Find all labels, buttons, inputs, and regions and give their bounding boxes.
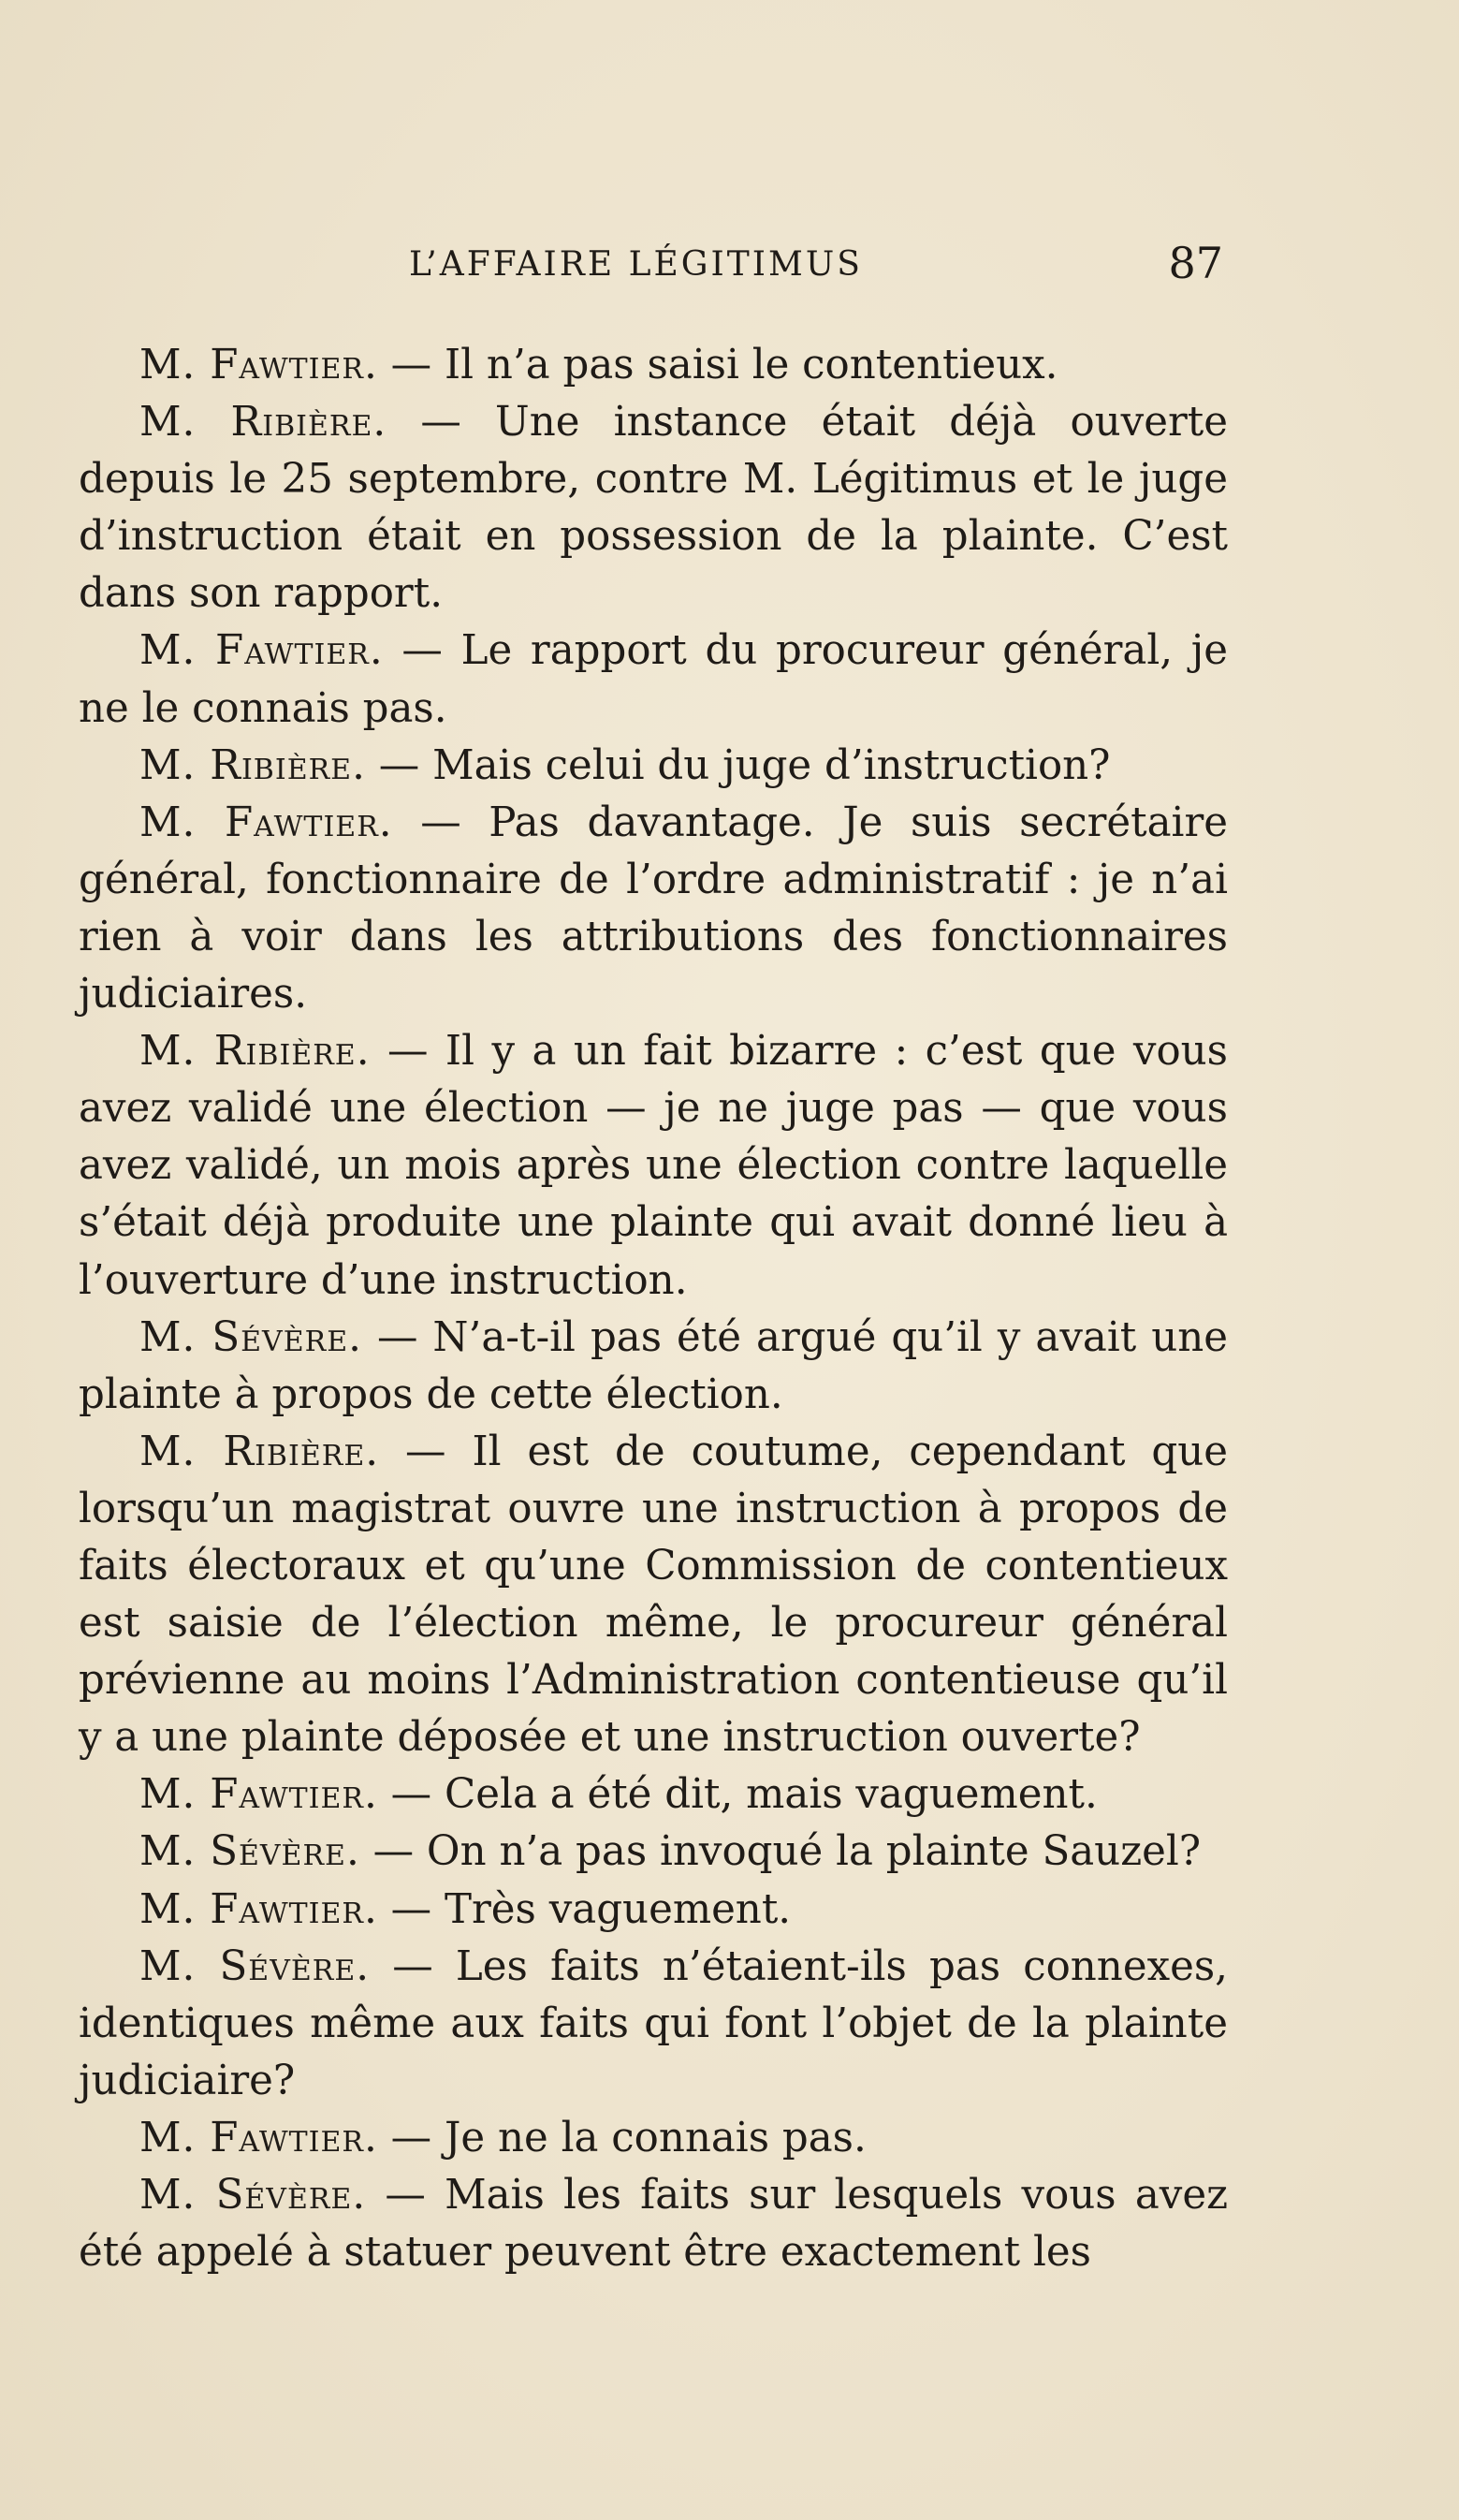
paragraph — [79, 1824, 1228, 1881]
speech-text: — Très vaguement. — [377, 1885, 792, 1933]
paragraph — [79, 2110, 1228, 2167]
paragraph — [79, 337, 1228, 394]
paragraph — [79, 2167, 1228, 2281]
speech-text: — Il n’a pas saisi le contentieux. — [377, 342, 1058, 388]
paragraph — [79, 1766, 1228, 1824]
paragraph — [79, 1424, 1228, 1767]
speech-text: — Les faits n’étaient-ils pas connexes, identiques même aux faits qui font l’objet de la plainte judiciaire? — [79, 1942, 1228, 2104]
speech-text: — Je ne la connais pas. — [377, 2114, 867, 2161]
speech-text: — N’a-t-il pas été argué qu’il y avait une plainte à propos de cette élection. — [79, 1313, 1229, 1418]
speaker-name: M. Fawtier. — [139, 627, 384, 675]
speaker-name: M. Fawtier. — [139, 2114, 378, 2161]
speech-text: — Mais celui du juge d’instruction? — [365, 741, 1111, 789]
speaker-name: M. Ribière. — [139, 1428, 380, 1475]
speaker-name: M. Sévère. — [139, 1313, 362, 1361]
speaker-name: M. Fawtier. — [139, 342, 378, 388]
paragraph — [79, 738, 1228, 795]
paragraph — [79, 1310, 1228, 1424]
speaker-name: M. Fawtier. — [139, 798, 393, 846]
speaker-name: M. Sévère. — [139, 1828, 360, 1876]
running-title: L’AFFAIRE LÉGITIMUS — [409, 245, 863, 284]
speech-text: — Le rapport du procureur général, je ne le connais pas. — [79, 627, 1228, 732]
speaker-name: M. Ribière. — [139, 741, 366, 789]
paragraph — [79, 394, 1228, 623]
speech-text: — On n’a pas invoqué la plainte Sauzel? — [359, 1828, 1202, 1876]
paragraph — [79, 623, 1228, 737]
page-number: 87 — [1168, 238, 1223, 288]
speech-text: — Mais les faits sur lesquels vous avez été appelé à statuer peuvent être exactement les — [79, 2172, 1228, 2277]
speech-text: — Pas davantage. Je suis secrétaire général, fonctionnaire de l’ordre administratif : je n’ai rien à voir dans les attributions des fonctionnaires judiciaires. — [79, 798, 1228, 1018]
speaker-name: M. Ribière. — [139, 399, 387, 447]
paragraph — [79, 795, 1228, 1023]
running-head — [409, 238, 1223, 292]
paragraph — [79, 1023, 1228, 1309]
paragraph — [79, 1882, 1228, 1939]
speaker-name: M. Fawtier. — [139, 1885, 378, 1933]
speech-text: — Une instance était déjà ouverte depuis le 25 septembre, contre M. Légitimus et le juge d’instruction était en possession de la plainte. C’est dans son rapport. — [79, 399, 1228, 618]
speech-text: — Il est de coutume, cependant que lorsqu’un magistrat ouvre une instruction à propos de faits électoraux et qu’une Commission de contentieux est saisie de l’élection même, le procureur général prévienne au moins l’Administration contentieuse qu’il y a une plainte déposée et une instruction ouverte? — [79, 1428, 1228, 1762]
speaker-name: M. Sévère. — [139, 1942, 371, 1990]
paragraph — [79, 1939, 1228, 2110]
body-text — [79, 337, 1228, 2281]
speaker-name: M. Ribière. — [139, 1028, 371, 1076]
speaker-name: M. Fawtier. — [139, 1771, 378, 1819]
speaker-name: M. Sévère. — [139, 2172, 367, 2219]
speech-text: — Il y a un fait bizarre : c’est que vous avez validé une élection — je ne juge pas — que vous avez validé, un mois après une élection contre laquelle s’était déjà produite une plainte qui avait donné lieu à l’ouverture d’une instruction. — [79, 1028, 1228, 1304]
speech-text: — Cela a été dit, mais vaguement. — [377, 1771, 1098, 1819]
